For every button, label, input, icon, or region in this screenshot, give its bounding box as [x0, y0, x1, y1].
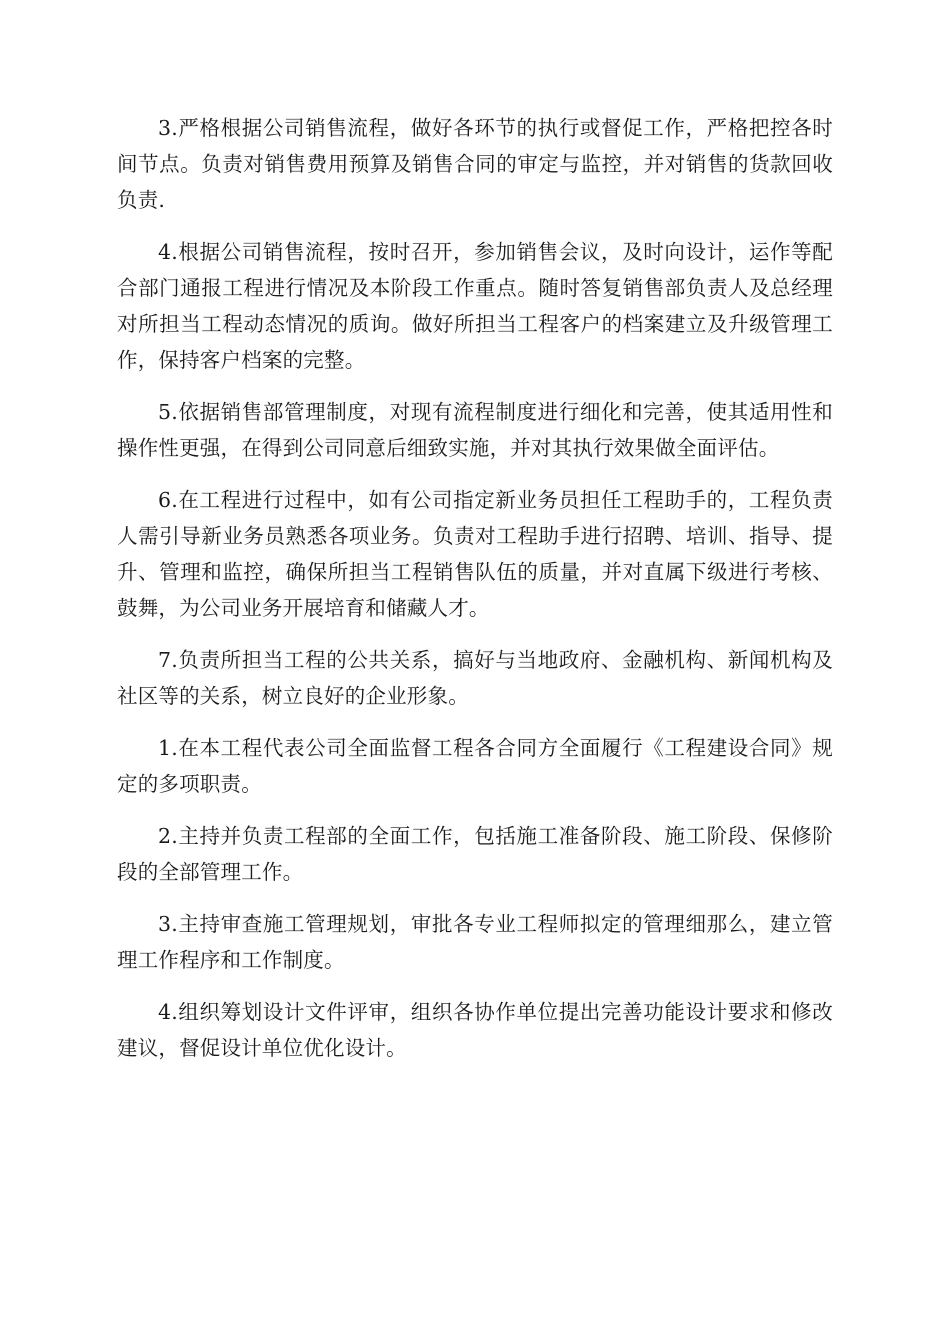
document-body [117, 110, 833, 1082]
paragraph-project-assistant: 6.在工程进行过程中，如有公司指定新业务员担任工程助手的，工程负责人需引导新业务员熟悉各项业务。负责对工程助手进行招聘、培训、指导、提升、管理和监控，确保所担当工程销售队伍的质量，并对直属下级进行考核、鼓舞，为公司业务开展培育和储藏人才。 [117, 488, 833, 620]
paragraph-sales-meetings: 4.根据公司销售流程，按时召开，参加销售会议，及时向设计，运作等配合部门通报工程进行情况及本阶段工作重点。随时答复销售部负责人及总经理对所担当工程动态情况的质询。做好所担当工程客户的档案建立及升级管理工作，保持客户档案的完整。 [117, 240, 833, 372]
paragraph-public-relations: 7.负责所担当工程的公共关系，搞好与当地政府、金融机构、新闻机构及社区等的关系，树立良好的企业形象。 [117, 648, 833, 708]
paragraph-sales-process: 3.严格根据公司销售流程，做好各环节的执行或督促工作，严格把控各时间节点。负责对销售费用预算及销售合同的审定与监控，并对销售的货款回收负责. [117, 116, 833, 212]
paragraph-construction-planning: 3.主持审查施工管理规划，审批各专业工程师拟定的管理细那么，建立管理工作程序和工作制度。 [117, 912, 833, 972]
paragraph-contract-supervision: 1.在本工程代表公司全面监督工程各合同方全面履行《工程建设合同》规定的多项职责。 [117, 736, 833, 796]
paragraph-design-review: 4.组织筹划设计文件评审，组织各协作单位提出完善功能设计要求和修改建议，督促设计单位优化设计。 [117, 1000, 833, 1060]
paragraph-engineering-department: 2.主持并负责工程部的全面工作，包括施工准备阶段、施工阶段、保修阶段的全部管理工作。 [117, 824, 833, 884]
paragraph-management-system: 5.依据销售部管理制度，对现有流程制度进行细化和完善，使其适用性和操作性更强，在得到公司同意后细致实施，并对其执行效果做全面评估。 [117, 400, 833, 460]
